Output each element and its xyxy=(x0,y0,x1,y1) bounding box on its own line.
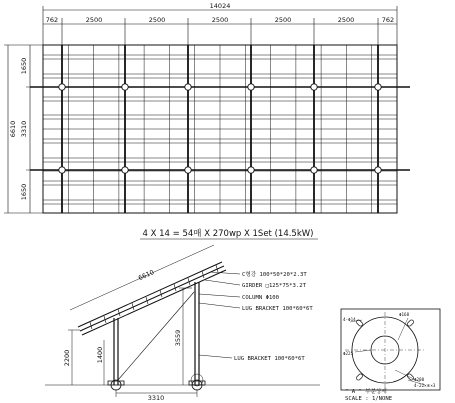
side-total-label: 6610 xyxy=(9,120,17,138)
callout-cchannel: C형강 100*50*20*2.3T xyxy=(242,272,307,278)
overall-dimension xyxy=(43,6,397,45)
detail-scale: SCALE : 1/NONE xyxy=(345,396,393,402)
detail-200-label: Φ200 xyxy=(414,377,425,382)
detail-slot-label: 4-22×④×3 xyxy=(414,383,436,388)
callout-column: COLUMN Φ100 xyxy=(242,295,280,301)
plan-view xyxy=(4,2,410,213)
side-dim-1: 1650 xyxy=(20,57,28,75)
side-dim-3: 1650 xyxy=(20,183,28,201)
top-dim-4: 2500 xyxy=(211,16,229,24)
span-label: 3310 xyxy=(147,394,165,402)
callout-girder: GIRDER □125*75*3.2T xyxy=(242,283,306,289)
front-height-label: 2200 xyxy=(63,349,71,367)
overall-width-label: 14024 xyxy=(209,2,231,10)
side-elevation xyxy=(45,245,320,402)
callout-lug-bracket-bottom: LUG BRACKET 100*60*6T xyxy=(234,356,305,362)
inner-height-label: 1400 xyxy=(96,346,104,364)
detail-168-label: Φ168 xyxy=(399,312,410,317)
detail-bolt-label: 4-Φ14 xyxy=(343,317,356,322)
top-dim-6: 2500 xyxy=(337,16,355,24)
top-dim-7: 762 xyxy=(381,16,395,24)
callout-leaders xyxy=(199,272,240,358)
array-caption: 4 X 14 = 54매 X 270wp X 1Set (14.5kW) xyxy=(142,229,314,239)
top-dim-5: 2500 xyxy=(274,16,292,24)
rear-height-label: 3559 xyxy=(174,329,182,347)
detail-a xyxy=(341,309,440,390)
callout-lug-bracket: LUG BRACKET 100*60*6T xyxy=(242,306,313,312)
diagonal-brace xyxy=(118,292,194,380)
top-dim-1: 762 xyxy=(45,16,59,24)
side-dim-2: 3310 xyxy=(20,120,28,138)
top-dim-2: 2500 xyxy=(85,16,103,24)
rafter-length-label: 6610 xyxy=(137,268,156,283)
detail-leaders xyxy=(350,318,425,385)
detail-225-label: Φ225 xyxy=(343,351,354,356)
top-dim-3: 2500 xyxy=(148,16,166,24)
detail-title: " A " 부분상세 xyxy=(345,389,387,395)
